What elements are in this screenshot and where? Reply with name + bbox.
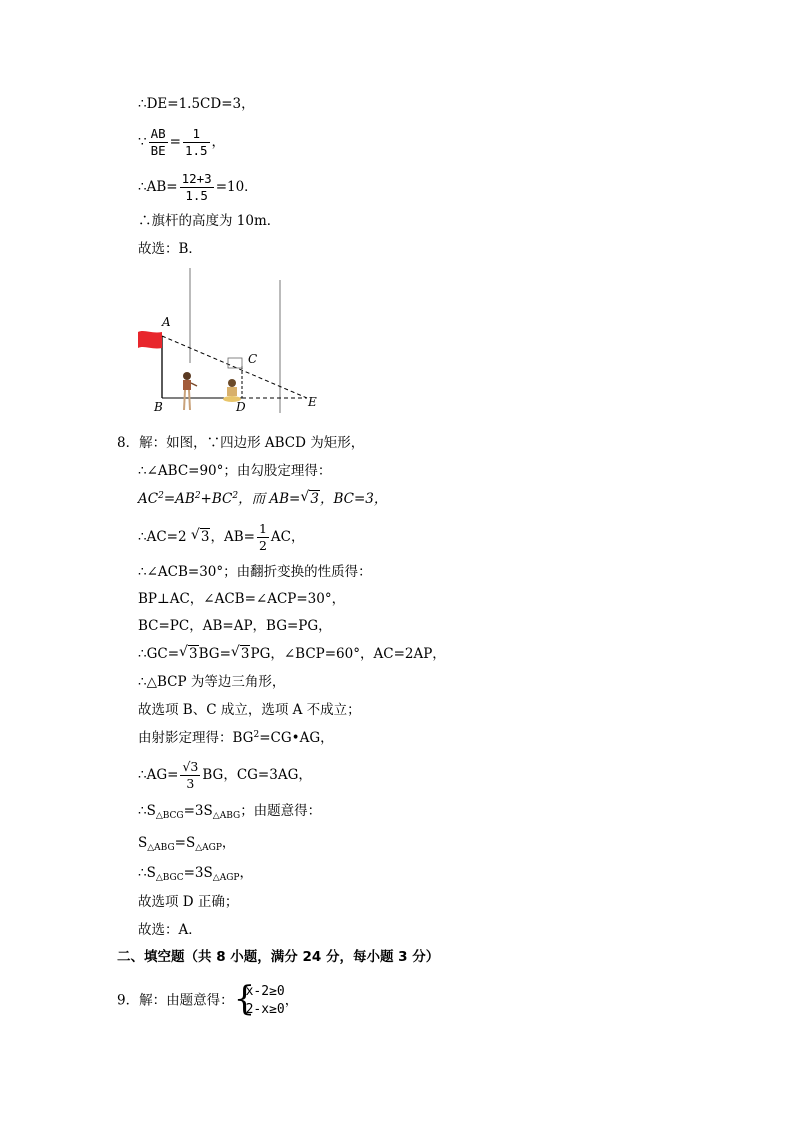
sqrt: √ 3: [179, 645, 199, 663]
solution-line: $AC^2=AB^2+BC^2$，而 AB=√ 3，BC=3，: [138, 490, 387, 508]
fraction: $\frac{12+3}{1.5}$: [181, 171, 212, 203]
sitting-person: [223, 379, 241, 402]
equation-system: { x-2≥0 2-x≥0: [233, 979, 285, 1019]
solution-line-fraction: ∴AB= $\frac{12+3}{1.5}$ =10．: [138, 171, 258, 203]
question-9-intro: 9．解：由题意得： { x-2≥0 2-x≥0 ，: [117, 979, 299, 1019]
sqrt: √ 3: [231, 645, 251, 663]
solution-line-fraction: ∴AC=2 √ 3，AB= $\frac{1}{2}$ AC，: [138, 522, 305, 553]
flag: [138, 331, 162, 348]
solution-line: BC=PC，AB=AP，BG=PG，: [138, 618, 332, 634]
solution-line-fraction: ∵ $\frac{AB}{BE}$ = $\frac{1}{1.5}$ ，: [138, 126, 226, 158]
flagpole-diagram: [132, 268, 332, 418]
label-d: D: [236, 400, 246, 414]
solution-line: ∴旗杆的高度为 10m．: [138, 213, 281, 229]
label-e: E: [308, 395, 317, 409]
solution-line: BP⊥AC，∠ACB=∠ACP=30°，: [138, 591, 346, 607]
because-symbol: ∵: [138, 134, 147, 150]
measuring-tool: [228, 358, 242, 368]
solution-line: $S_{\triangle ABG}=S_{\triangle AGP}$，: [138, 835, 236, 853]
label-a: A: [162, 315, 171, 329]
question-8-intro: 8．解：如图，∵四边形 ABCD 为矩形，: [117, 435, 365, 451]
fraction: $\frac{AB}{BE}$: [150, 126, 166, 158]
fraction: $\frac{√3}{3}$: [182, 759, 199, 791]
section-heading: 二、填空题（共 8 小题，满分 24 分，每小题 3 分）: [117, 949, 440, 965]
solution-line: $\therefore S_{\triangle BGC}=3S_{\triangle AGP}$，: [138, 865, 253, 883]
fraction: $\frac{1}{1.5}$: [184, 126, 208, 158]
solution-line: ∴∠ABC=90°；由勾股定理得：: [138, 463, 332, 479]
label-c: C: [248, 352, 258, 366]
solution-line: ∴∠ACB=30°；由翻折变换的性质得：: [138, 564, 372, 580]
standing-person: [183, 372, 197, 410]
solution-line: 故选项 B、C 成立，选项 A 不成立；: [138, 702, 361, 718]
solution-line: 故选：A．: [138, 922, 202, 938]
solution-line: 故选项 D 正确；: [138, 894, 239, 910]
solution-line: $\therefore S_{\triangle BCG}=3S_{\triangle ABG}$；由题意得：: [138, 803, 322, 821]
flagpole-figure: [132, 268, 332, 422]
question-number: 8．: [117, 435, 140, 451]
solution-line: ∴GC=√ 3BG=√ 3PG，∠BCP=60°，AC=2AP，: [138, 645, 446, 663]
solution-line-fraction: ∴AG= $\frac{√3}{3}$ BG，CG=3AG，: [138, 759, 312, 791]
label-b: B: [154, 400, 163, 414]
fraction: $\frac{1}{2}$: [258, 521, 267, 553]
sqrt: √ 3: [300, 490, 320, 508]
solution-line: ∴△BCP 为等边三角形，: [138, 674, 286, 690]
sqrt: √ 3: [191, 528, 211, 546]
solution-line: ∴DE=1.5CD=3，: [138, 96, 255, 112]
solution-line: 故选：B．: [138, 241, 202, 257]
question-number: 9．: [117, 992, 140, 1009]
solution-line: 由射影定理得：$BG^2=CG•AG$，: [138, 730, 334, 746]
